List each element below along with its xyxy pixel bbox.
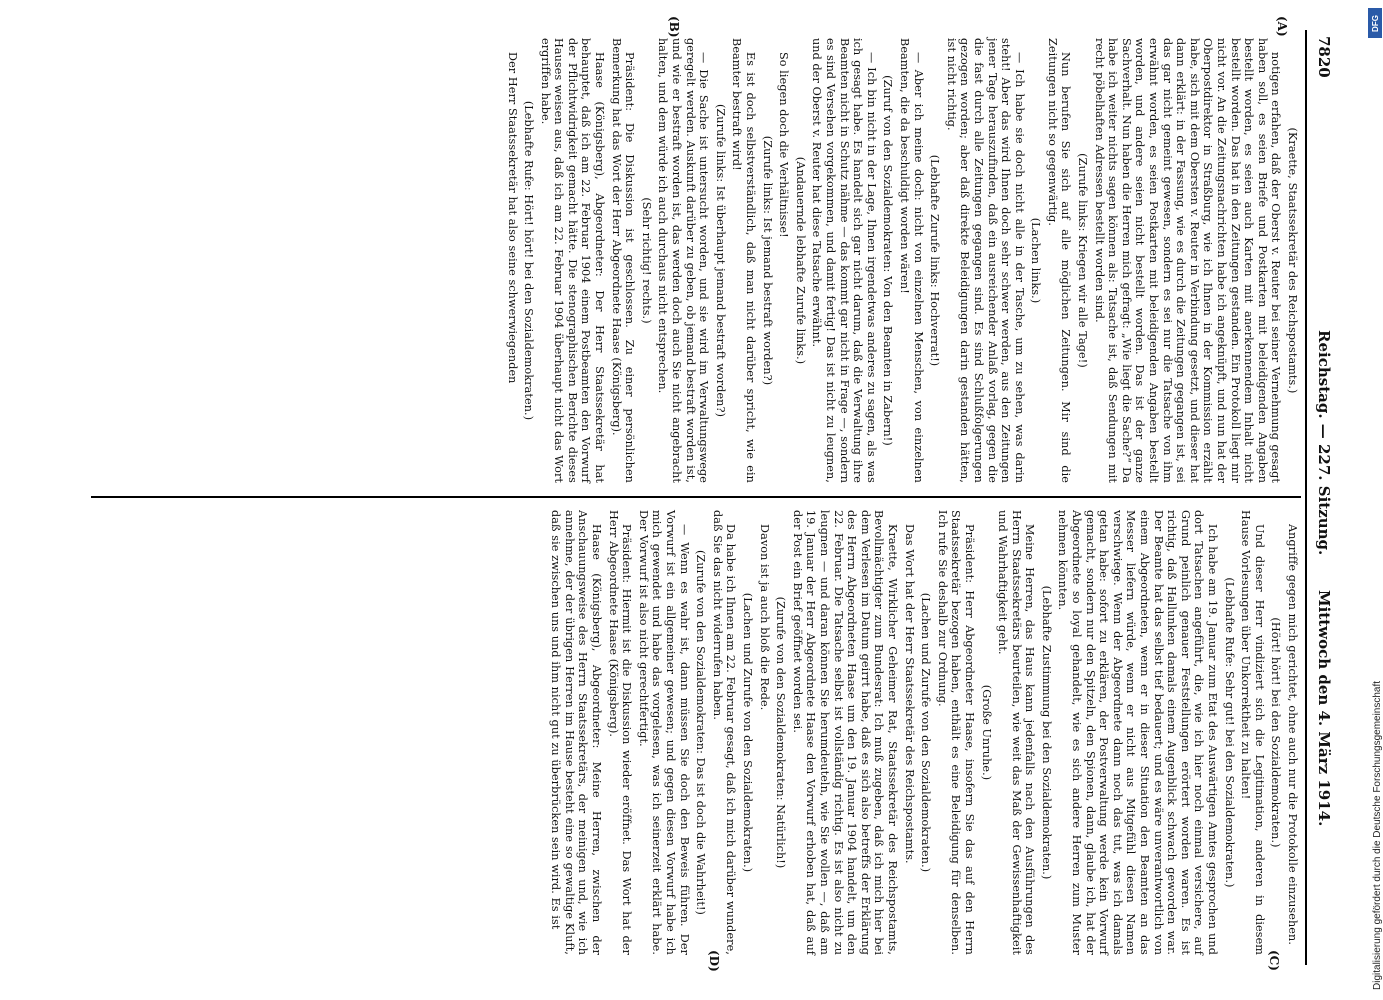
left-column [69, 38, 1299, 483]
margin-marker-a: (A) [1275, 16, 1289, 37]
paragraph: Der Herr Staatssekretär hat also seine schwerwiegenden [505, 52, 519, 384]
session-title: Reichstag. — 227. Sitzung. [1315, 330, 1333, 556]
paragraph: Es ist doch selbstverständlich, daß man nicht darüber spricht, wie ein Beamter bestraft wird! [730, 38, 758, 483]
paragraph: — Ich bin nicht in der Lage, Ihnen irgendetwas anderes zu sagen, als was ich gesagt habe. Es handelt sich gar nicht darum, daß die Verwaltung ihre Beamten nicht in Schutz nähme — das kommt gar nicht in Frage —, sondern es sind Versehen vorgekommen, und damit fertig! Das ist nicht zu leugnen, und der Oberst v. Reuter hat diese Tatsache erwähnt. [810, 38, 878, 483]
paragraph: (Lachen links.) [1029, 217, 1043, 304]
margin-marker-b: (B) [667, 16, 681, 38]
digitization-credit: Digitalisierung gefördert durch die Deutsche Forschungsgemeinschaft [1372, 680, 1383, 990]
paragraph: (Lachen und Zurufe von den Sozialdemokraten.) [741, 592, 755, 873]
paragraph: Das Wort hat der Herr Staatssekretär des Reichspostamts. [902, 524, 916, 864]
paragraph: Präsident: Hiermit ist die Diskussion wieder eröffnet. Das Wort hat der Herr Abgeordnete Haase (Königsberg). [606, 510, 634, 955]
paragraph: (Lebhafte Rufe: Hört! hört! bei den Sozialdemokraten.) [522, 100, 536, 421]
document-page [58, 16, 1341, 972]
paragraph: (Zurufe von den Sozialdemokraten: Natürlich!) [774, 596, 788, 869]
paragraph: Meine Herren, das Haus kann jedenfalls nach den Ausführungen des Herrn Staatssekretärs beurteilen, wie weit das Maß der Gewissenhaftigkeit und Wahrhaftigkeit geht. [996, 510, 1037, 955]
paragraph: Angriffe gegen mich gerichtet, ohne auch nur die Protokolle einzusehen. [1286, 524, 1299, 945]
page-header [1311, 30, 1341, 965]
paragraph: (Große Unruhe.) [979, 684, 993, 781]
paragraph: (Zurufe von den Sozialdemokraten: Das ist doch die Wahrheit!) [694, 549, 708, 916]
paragraph: (Lachen und Zurufe von den Sozialdemokraten.) [919, 592, 933, 873]
paragraph: (Zuruf von den Sozialdemokraten: Von den Beamten in Zabern!) [881, 75, 895, 446]
paragraph: — Ich habe sie doch nicht alle in der Tasche, um zu sehen, was darin steht! Aber das wird Ihnen doch sehr schwer werden, aus den Zeitungen jener Tage herauszufinden, daß ein ausreichender Anlaß vorlag, gegen die die fast durch alle Zeitungen gegangen sind. Es sind Schlußfolgerungen gezogen worden; aber daß direkte Beleidigungen darin gestanden hätten, ist nicht richtig. [944, 38, 1026, 483]
paragraph: (Zurufe links: Kriegen wir alle Tage!) [1076, 153, 1090, 368]
header-rule [1305, 30, 1307, 965]
paragraph: — Die Sache ist untersucht worden, und sie wird im Verwaltungswege geregelt werden. Auskunft darüber zu geben, ob jemand bestraft worden ist, und wie er bestraft worden ist, das werden doch auch Sie nicht angebracht halten, und dem würde ich auch durchaus nicht entsprechen. [656, 38, 711, 483]
page-number: 7820 [1315, 36, 1333, 78]
paragraph: — Aber ich meine doch: nicht von einzelnen Menschen, von einzelnen Beamten, die da beschuldigt worden wären! [897, 38, 925, 483]
paragraph: notigen erfahen, daß der Oberst v. Reuter bei seiner Vernehmung gesagt haben soll, es seien Briefe und Postkarten mit beleidigenden Angaben bestellt worden, es seien auch Karten mit anerkennendem Inhalt nicht bestellt worden. Das hat in den Zeitungen gestanden. Ein Protokoll liegt mir nicht vor. An die Zeitungsnachrichten habe ich angeknüpft, und nun hat der Oberpostdirektor in Straßburg, wie ich Ihnen in der Kommission erzählt habe, sich mit dem Obersten v. Reuter in Verbindung gesetzt, und dieser hat dann erklärt: in der Fassung, wie es durch die Zeitungen gegangen ist, sei das gar nicht gemeint gewesen, sondern es sei nur die Tatsache von ihm erwähnt worden, es seien Postkarten mit beleidigenden Angaben bestellt worden, und andere seien nicht bestellt worden. Das ist der ganze Sachverhalt. Nun haben die Herren mich gefragt: „Wie liegt die Sache?“ Da habe ich weiter nichts sagen können als: Tatsache ist, daß Sendungen mit recht pöbelhaften Adressen bestellt worden sind. [1092, 38, 1283, 483]
paragraph: (Andauernde lebhafte Zurufe links.) [793, 156, 807, 365]
paragraph: Präsident: Herr Abgeordneter Haase, insofern Sie das auf den Herrn Staatssekretär bezogen haben, enthält es eine Beleidigung für denselben. Ich rufe Sie deshalb zur Ordnung. [935, 510, 976, 955]
paragraph: (Zurufe links: Ist überhaupt jemand bestraft worden?) [713, 103, 727, 418]
dfg-logo: DFG [1368, 8, 1382, 38]
paragraph: Ich habe am 19. Januar zum Etat des Auswärtigen Amtes gesprochen und dort Tatsachen angeführt, die, wie ich hier noch einmal versichere, auf Grund peinlich genauer Feststellungen erörtert worden waren. Es ist richtig, daß Hallunken damals einem Augenblick schwach geworden war. Der Beamte hat das selbst tief bedauert; und es wäre unverantwortlich von einem Abgeordneten, wenn er in dieser Situation den Beamten an das Messer liefern würde, wenn er nicht aus Mitgefühl diesen Namen verschwiege. Wenn der Abgeordnete dann noch das tut, was ich damals getan habe: sofort zu erklären, der Postverwaltung werde kein Vorwurf gemacht, sondern nur den Spitzeln, den Spionen, dann, glaube ich, hat der Abgeordnete so loyal gehandelt, wie es sich andere Herren zum Muster nehmen könnten. [1056, 510, 1220, 955]
right-column [69, 510, 1299, 955]
paragraph: Da habe ich Ihnen am 22. Februar gesagt, daß ich mich darüber wundere, daß Sie das nicht widerrufen haben. [710, 510, 738, 955]
session-date: Mittwoch den 4. März 1914. [1315, 590, 1333, 827]
paragraph: (Zurufe links: Ist jemand bestraft worden?) [760, 135, 774, 386]
paragraph: Kraette, Wirklicher Geheimer Rat, Staatssekretär des Reichspostamts, Bevollmächtigter zum Bundesrat: Ich muß zugeben, daß ich mich hier bei dem Verlesen im Datum geirrt habe, daß es sich also betreffs der Erklärung des Herrn Abgeordneten Haase um den 19. Januar 1904 handelt, um den 22. Februar. Die Tatsache selbst ist vollständig richtig. Es ist also nicht zu leugnen — und daran können Sie herumdeuteln, wie Sie wollen —, daß am 19. Januar der Herr Abgeordnete Haase den Vorwurf erhoben hat, daß auf der Post ein Brief geöffnet worden sei. [790, 510, 899, 955]
paragraph: — Wenn es wahr ist, dann müssen Sie doch den Beweis führen. Der Vorwurf ist ein allgemeiner gewesen; und gegen diesen Vorwurf habe ich mich gewendet und habe das vorgelesen, was ich seinerzeit erklärt habe. Der Vorwurf ist also nicht gerechtfertigt. [636, 510, 691, 955]
paragraph: (Kraette, Staatssekretär des Reichspostamts.) [1286, 127, 1299, 394]
paragraph: Präsident: Die Diskussion ist geschlossen. Zu einer persönlichen Bemerkung hat das Wort der Herr Abgeordnete Haase (Königsberg). [609, 38, 637, 483]
paragraph: Haase (Königsberg), Abgeordneter: Meine Herren, zwischen der Anschauungsweise des Herrn Staatssekretärs, der meinigen und, wie ich annehme, der der übrigen Herren im Hause besteht eine so gewaltige Kluft, daß sie zwischen uns und ihm nicht gut zu überbrücken sein wird. Es ist [549, 510, 604, 955]
paragraph: (Lebhafte Zustimmung bei den Sozialdemokraten.) [1039, 585, 1053, 880]
paragraph: (Hört! hört! bei den Sozialdemokraten.) [1269, 617, 1283, 848]
paragraph: (Sehr richtig! rechts.) [639, 197, 653, 324]
paragraph: So liegen doch die Verhältnisse! [777, 52, 791, 238]
paragraph: (Lebhafte Zurufe links: Hochverrat!) [928, 154, 942, 367]
paragraph: Davon ist ja auch bloß die Rede. [757, 524, 771, 711]
column-divider [91, 496, 1301, 498]
margin-marker-c: (C) [1267, 950, 1281, 971]
margin-marker-d: (D) [707, 950, 721, 972]
paragraph: Und dieser Herr vindiziert sich die Legitimation, anderen in diesem Hause Vorlesungen über Unkorrektheit zu halten! [1239, 510, 1266, 955]
paragraph: Haase (Königsberg), Abgeordneter: Der Herr Staatssekretär hat behauptet, daß ich am 22. Februar 1904 einem Postbeamten den Vorwurf der Pflichtwidrigkeit gemacht hätte. Die stenographischen Berichte dieses Hauses weisen aus, daß ich am 22. Februar 1904 überhaupt nicht das Wort ergriffen habe. [538, 38, 607, 483]
paragraph: Nun berufen Sie sich auf alle möglichen Zeitungen. Mir sind die Zeitungen nicht so gegenwärtig. [1045, 38, 1073, 483]
paragraph: (Lebhafte Rufe: Sehr gut! bei den Sozialdemokraten.) [1222, 577, 1236, 888]
